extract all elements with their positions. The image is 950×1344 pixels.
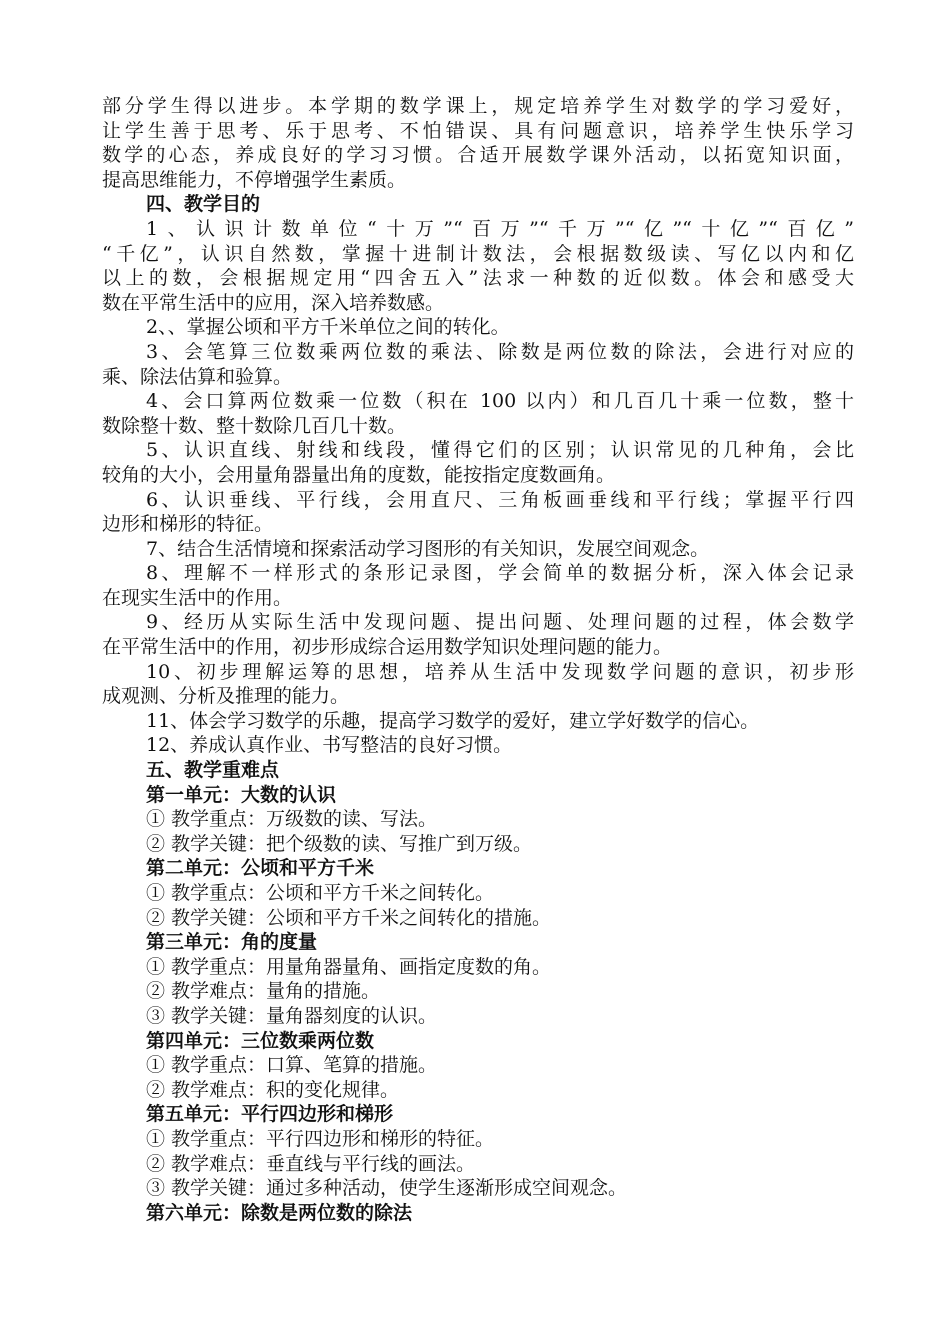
unit-item: ③ 教学关键：量角器刻度的认识。: [146, 1004, 438, 1027]
section-heading: 四、教学目的: [146, 193, 261, 216]
paragraph-line: 让学生善于思考、乐于思考、不怕错误、具有问题意识，培养学生快乐学习: [102, 119, 854, 142]
paragraph-line: 9、经历从实际生活中发现问题、提出问题、处理问题的过程，体会数学: [146, 611, 854, 634]
paragraph-line: 11、体会学习数学的乐趣，提高学习数学的爱好，建立学好数学的信心。: [146, 709, 760, 732]
unit-item: ③ 教学关键：通过多种活动，使学生逐渐形成空间观念。: [146, 1177, 628, 1200]
paragraph-line: 以上的数，会根据规定用“四舍五入”法求一种数的近似数。体会和感受大: [102, 267, 854, 290]
paragraph-line: 5、认识直线、射线和线段，懂得它们的区别；认识常见的几种角，会比: [146, 439, 854, 462]
paragraph-line: 提高思维能力，不停增强学生素质。: [102, 168, 407, 191]
paragraph-line: 乘、除法估算和验算。: [102, 365, 293, 388]
paragraph-line: 8、理解不一样形式的条形记录图，学会简单的数据分析，深入体会记录: [146, 562, 854, 585]
unit-item: ① 教学重点：口算、笔算的措施。: [146, 1054, 438, 1077]
unit-title: 第一单元：大数的认识: [146, 783, 337, 806]
unit-item: ① 教学重点：万级数的读、写法。: [146, 808, 438, 831]
paragraph-line: 成观测、分析及推理的能力。: [102, 685, 350, 708]
paragraph-line: 3、会笔算三位数乘两位数的乘法、除数是两位数的除法，会进行对应的: [146, 340, 854, 363]
paragraph-line: 部分学生得以进步。本学期的数学课上，规定培养学生对数学的学习爱好，: [102, 95, 854, 117]
paragraph-line: 在平常生活中的作用，初步形成综合运用数学知识处理问题的能力。: [102, 636, 673, 659]
paragraph-line: 在现实生活中的作用。: [102, 586, 293, 609]
paragraph-line: 1、认识计数单位“十万”“百万”“千万”“亿”“十亿”“百亿”: [146, 217, 854, 240]
unit-item: ② 教学难点：量角的措施。: [146, 980, 381, 1003]
unit-item: ② 教学关键：公顷和平方千米之间转化的措施。: [146, 906, 552, 929]
paragraph-line: 较角的大小，会用量角器量出角的度数，能按指定度数画角。: [102, 463, 616, 486]
unit-item: ② 教学难点：积的变化规律。: [146, 1078, 400, 1101]
unit-title: 第四单元：三位数乘两位数: [146, 1029, 375, 1052]
paragraph-line: 数学的心态，养成良好的学习习惯。合适开展数学课外活动，以拓宽知识面，: [102, 144, 854, 167]
paragraph-line: “千亿”，认识自然数，掌握十进制计数法，会根据数级读、写亿以内和亿: [102, 242, 854, 265]
unit-title: 第二单元：公顷和平方千米: [146, 857, 375, 880]
paragraph-line: 4、会口算两位数乘一位数（积在 100 以内）和几百几十乘一位数，整十: [146, 390, 854, 413]
unit-title: 第五单元：平行四边形和梯形: [146, 1103, 394, 1126]
section-heading: 五、教学重难点: [146, 759, 280, 782]
unit-item: ① 教学重点：用量角器量角、画指定度数的角。: [146, 955, 552, 978]
paragraph-line: 数在平常生活中的应用，深入培养数感。: [102, 291, 445, 314]
unit-item: ② 教学难点：垂直线与平行线的画法。: [146, 1152, 476, 1175]
paragraph-line: 边形和梯形的特征。: [102, 513, 274, 536]
paragraph-line: 12、养成认真作业、书写整洁的良好习惯。: [146, 734, 513, 757]
paragraph-line: 10、初步理解运筹的思想，培养从生活中发现数学问题的意识，初步形: [146, 660, 854, 683]
unit-title: 第六单元：除数是两位数的除法: [146, 1201, 413, 1224]
paragraph-line: 数除整十数、整十数除几百几十数。: [102, 414, 407, 437]
unit-item: ① 教学重点：公顷和平方千米之间转化。: [146, 882, 495, 904]
unit-title: 第三单元：角的度量: [146, 931, 318, 954]
unit-item: ① 教学重点：平行四边形和梯形的特征。: [146, 1127, 495, 1150]
paragraph-line: 2、、掌握公顷和平方千米单位之间的转化。: [146, 316, 510, 339]
unit-item: ② 教学关键：把个级数的读、写推广到万级。: [146, 832, 533, 855]
paragraph-line: 7、结合生活情境和探索活动学习图形的有关知识，发展空间观念。: [146, 537, 710, 560]
document-body: [102, 94, 854, 1225]
paragraph-line: 6、认识垂线、平行线，会用直尺、三角板画垂线和平行线；掌握平行四: [146, 488, 854, 511]
